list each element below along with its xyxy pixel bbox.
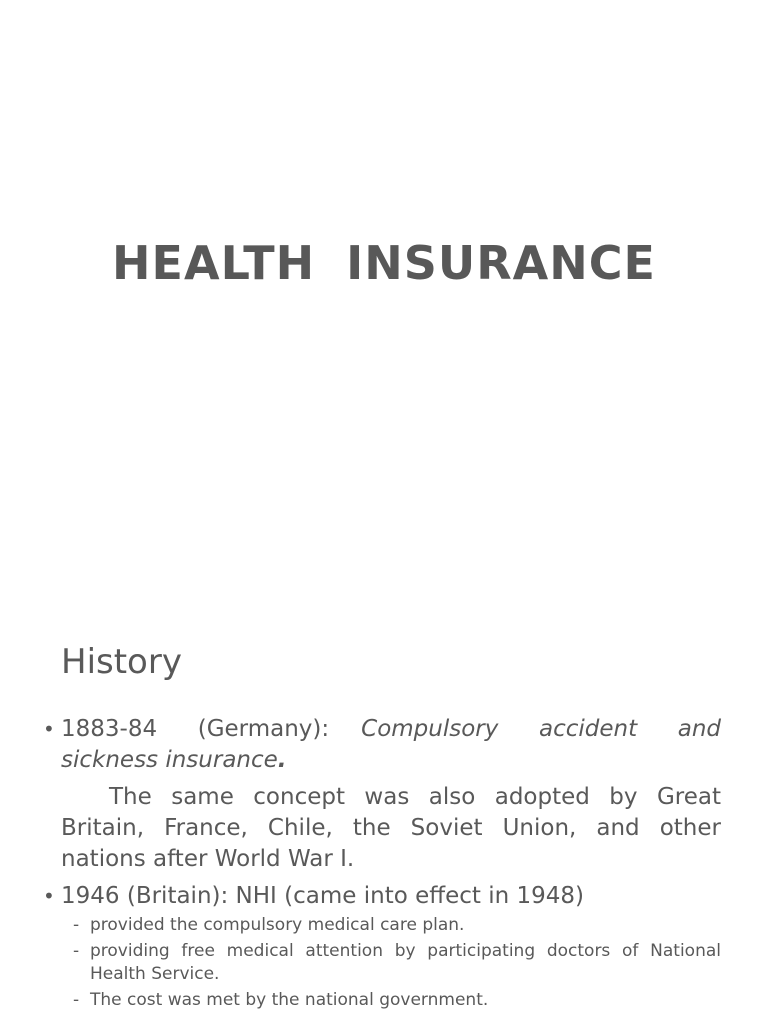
bullet-germany-lead: 1883-84 (Germany):: [61, 716, 330, 742]
bullet-germany-italic: Compulsory accident and sickness insurance: [61, 716, 721, 773]
section-heading-history: History: [61, 642, 182, 682]
sub-item-text: The cost was met by the national government.: [90, 990, 489, 1010]
bullet-britain: [43, 881, 721, 912]
adoption-paragraph: The same concept was also adopted by Great Britain, France, Chile, the Soviet Union, and other nations after World War I.: [61, 784, 721, 872]
sub-item-text: providing free medical attention by participating doctors of National Health Service.: [90, 941, 721, 984]
bullet-icon: •: [43, 884, 55, 908]
slide-title: HEALTH INSURANCE: [112, 236, 656, 290]
bullet-germany-period: .: [277, 747, 287, 773]
bullet-icon: •: [43, 717, 55, 741]
dash-icon: -: [73, 915, 80, 935]
bullet-germany: [43, 714, 721, 776]
britain-sub-list: [73, 914, 721, 1012]
sub-item-text: provided the compulsory medical care plan.: [90, 915, 465, 935]
sub-list-item: [73, 989, 721, 1012]
sub-list-item: [73, 940, 721, 986]
dash-icon: -: [73, 990, 80, 1010]
history-content: [43, 714, 721, 1015]
sub-list-item: [73, 914, 721, 937]
dash-icon: -: [73, 941, 80, 961]
bullet-britain-text: 1946 (Britain): NHI (came into effect in 1948): [61, 883, 585, 909]
